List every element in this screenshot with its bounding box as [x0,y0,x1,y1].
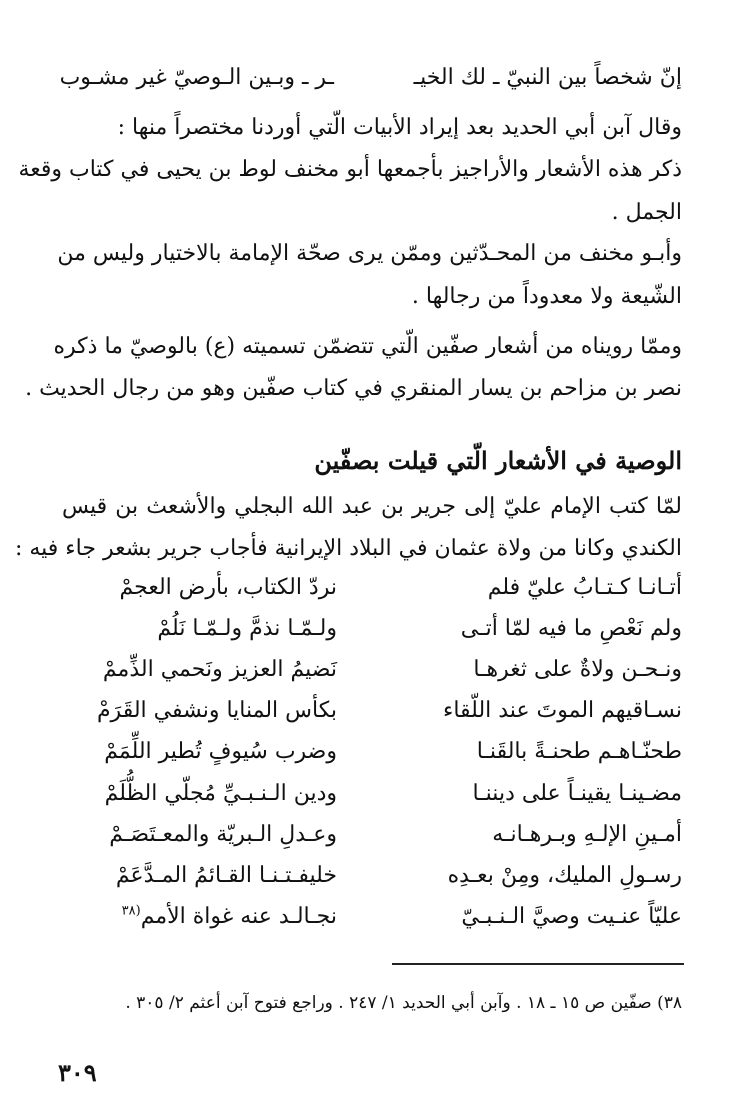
footnote-separator [392,963,684,965]
poem-verse [62,692,682,730]
poem-verse [62,733,682,771]
paragraph-1-line-2: ذكر هذه الأشعار والأراجيز بأجمعها أبو مخنف لوط بن يحيى في كتاب وقعة [18,157,682,182]
poem-first-hemistich: نسـاقيهم الموتَ عند اللّقاء [442,698,682,723]
poem-verse [62,816,682,854]
poem-first-hemistich: ونـحـن ولاةٌ على ثغرهـا [473,657,682,682]
verse-couplet-top [59,58,682,98]
footnote: ٣٨) صفّين ص ١٥ ـ ١٨ . وآبن أبي الحديد ١/ ٢٤٧ . وراجع فتوح آبن أعثم ٢/ ٣٠٥ . [125,993,682,1013]
poem-second-hemistich: وضرب سُيوفٍ تُطير اللِّمَمْ [104,739,337,764]
poem-first-hemistich: عليّاً عنـيت وصيَّ الـنـبـيّ [461,904,682,929]
poem-second-hemistich: بكأس المنايا ونشفي القَرَمْ [96,698,337,723]
poem-second-hemistich: ودين الـنـبـيِّ مُجلّي الظُّلَمْ [104,781,337,806]
poem-first-hemistich: ولم نَعْصِ ما فيه لمّا أتـى [460,616,682,641]
poem-first-hemistich: مضـينـا يقينـاً على ديننـا [472,781,682,806]
poem-first-hemistich: أتـانـا كـتـابُ عليّ فلم [487,575,682,600]
poem-verse [62,610,682,648]
poem-second-hemistich: وعـدلِ الـبريّة والمعـتَصَـمْ [109,822,337,847]
poem-second-hemistich: خليفـتـنـا القـائمُ المـدَّعَمْ [115,863,337,888]
poem-second-hemistich: نَضيمُ العزيز ونَحمي الذِّممْ [102,657,337,682]
poem-first-hemistich: طحنّـاهـم طحنـةً بالقَنـا [476,739,682,764]
poem-verse [62,898,682,936]
paragraph-1-line-1: وقال آبن أبي الحديد بعد إيراد الأبيات الّتي أوردنا مختصراً منها : [117,115,682,140]
poem-first-hemistich: أمـينِ الإلـهِ وبـرهـانـه [492,822,682,847]
verse-top-second-hemistich: ـر ـ وبـين الـوصيّ غير مشـوب [59,65,334,90]
poem-verse [62,775,682,813]
poem-second-hemistich: نردّ الكتاب، بأرض العجمْ [119,575,337,600]
section-intro-line-1: لمّا كتب الإمام عليّ إلى جرير بن عبد الله البجلي والأشعث بن قيس [62,494,682,519]
poem-verse [62,569,682,607]
section-intro-line-2: الكندي وكانا من ولاة عثمان في البلاد الإيرانية فأجاب جرير بشعر جاء فيه : [14,536,682,561]
poem-verse [62,857,682,895]
poem-second-hemistich: ولـمّـا نذمَّ ولـمّـا نَلُمْ [157,616,337,641]
paragraph-2-line-1: وأبـو مخنف من المحـدّثين وممّن يرى صحّة الإمامة بالاختيار وليس من [57,241,682,266]
poem-last-hemistich-text: نجـالـد عنه غواة الأمم [140,904,337,929]
paragraph-1-line-3: الجمل . [611,200,682,225]
poem-first-hemistich: رسـولِ المليك، ومِنْ بعـدِه [447,863,682,888]
page-number: ٣٠٩ [58,1058,97,1087]
paragraph-3-line-1: وممّا رويناه من أشعار صفّين الّتي تتضمّن تسميته (ع) بالوصيّ ما ذكره [53,334,682,359]
poem-verse [62,651,682,689]
section-heading: الوصية في الأشعار الّتي قيلت بصفّين [314,446,682,475]
verse-top-first-hemistich: إنّ شخصاً بين النبيّ ـ لك الخيـ [413,65,682,90]
paragraph-2-line-2: الشّيعة ولا معدوداً من رجالها . [411,284,682,309]
footnote-reference: (٣٨ [121,903,141,919]
poem-second-hemistich [62,898,337,936]
paragraph-3-line-2: نصر بن مزاحم بن يسار المنقري في كتاب صفّين وهو من رجال الحديث . [25,376,682,401]
